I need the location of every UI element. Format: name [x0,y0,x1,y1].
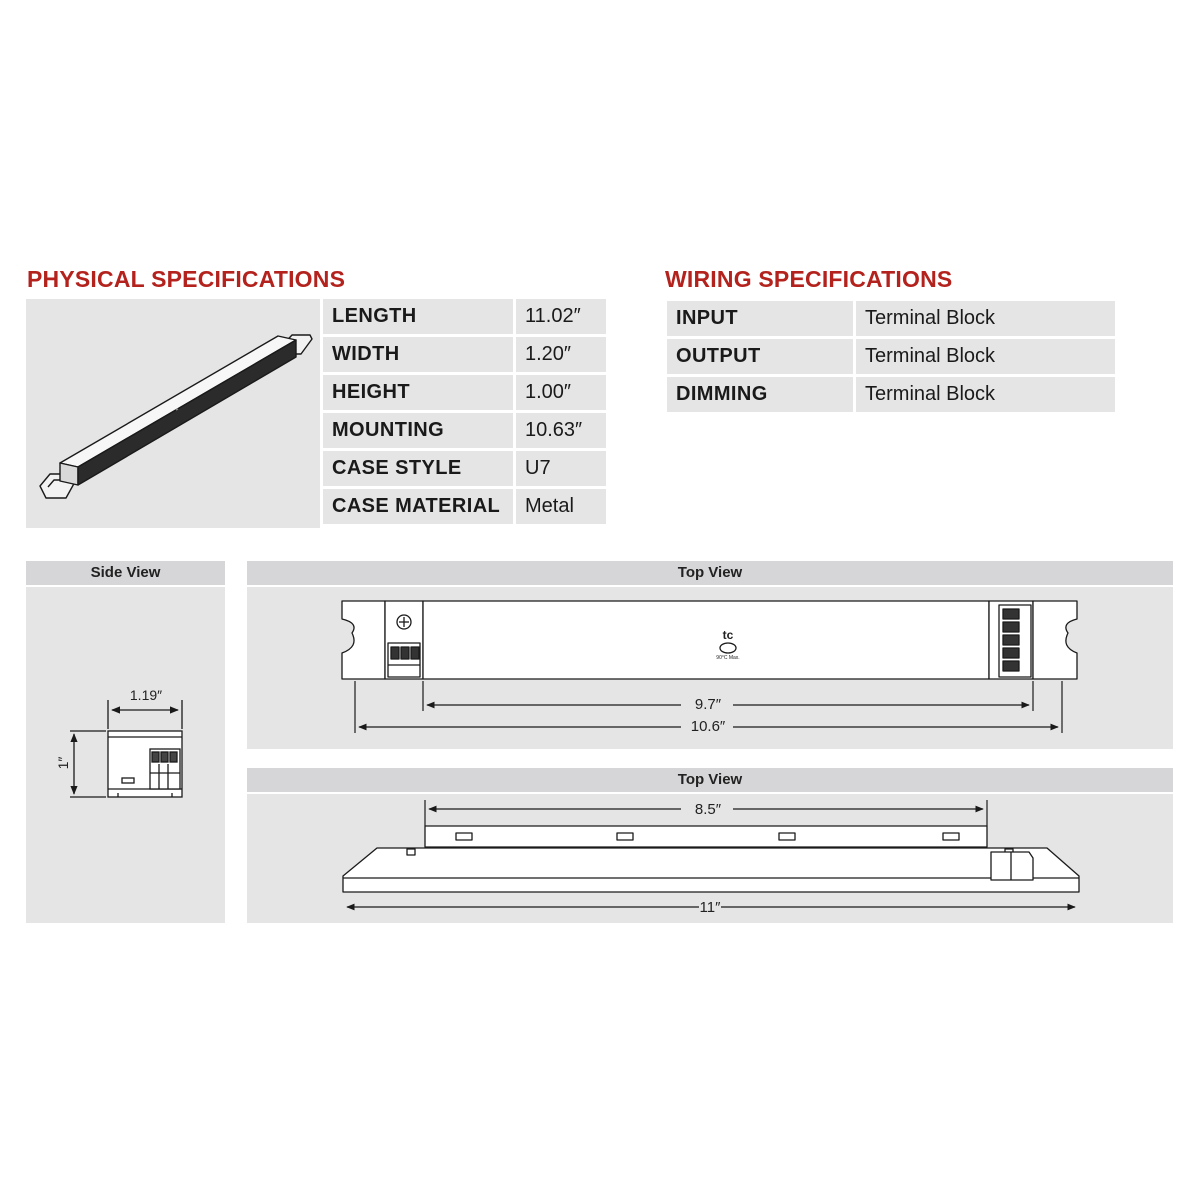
inner-length-dimension: 9.7″ [694,696,722,713]
top-view-title-1: Top View [247,561,1173,585]
table-row [323,489,606,524]
spec-value: U7 [516,451,606,486]
wiring-specifications-heading: WIRING SPECIFICATIONS [665,266,953,292]
spec-label: CASE MATERIAL [323,489,513,524]
table-row [323,299,606,334]
table-row [667,301,1115,336]
spec-label: WIDTH [323,337,513,372]
table-row [323,375,606,410]
side-view-title: Side View [26,561,225,585]
side-height-dimension: 1″ [55,756,71,770]
spec-value: 10.63″ [516,413,606,448]
table-row [323,451,606,486]
top-view-panel-2 [247,768,1173,923]
top-length-dimension: 8.5″ [694,801,722,818]
spec-label: HEIGHT [323,375,513,410]
overall-length-dimension: 11″ [699,899,721,916]
spec-value: 11.02″ [516,299,606,334]
side-view-panel [26,561,225,923]
table-row [323,337,606,372]
top-view-panel-1 [247,561,1173,749]
product-image [26,299,320,528]
wiring-value: Terminal Block [856,377,1115,412]
ballast-product-illustration [26,299,320,528]
wiring-label: INPUT [667,301,853,336]
table-row [323,413,606,448]
physical-specs-table [320,296,609,527]
wiring-label: OUTPUT [667,339,853,374]
wiring-value: Terminal Block [856,339,1115,374]
side-width-dimension: 1.19″ [129,687,163,703]
wiring-label: DIMMING [667,377,853,412]
outer-length-dimension: 10.6″ [690,718,726,735]
top-view-title-2: Top View [247,768,1173,792]
table-row [667,339,1115,374]
spec-label: MOUNTING [323,413,513,448]
spec-value: Metal [516,489,606,524]
side-view-drawing [26,561,225,923]
spec-label: CASE STYLE [323,451,513,486]
tc-max-label: 90°C Max. [716,655,740,661]
physical-specifications-heading: PHYSICAL SPECIFICATIONS [27,266,346,292]
table-row [667,377,1115,412]
tc-label: tc [722,628,734,642]
wiring-specs-table [664,298,1118,415]
spec-label: LENGTH [323,299,513,334]
spec-value: 1.00″ [516,375,606,410]
wiring-value: Terminal Block [856,301,1115,336]
spec-value: 1.20″ [516,337,606,372]
